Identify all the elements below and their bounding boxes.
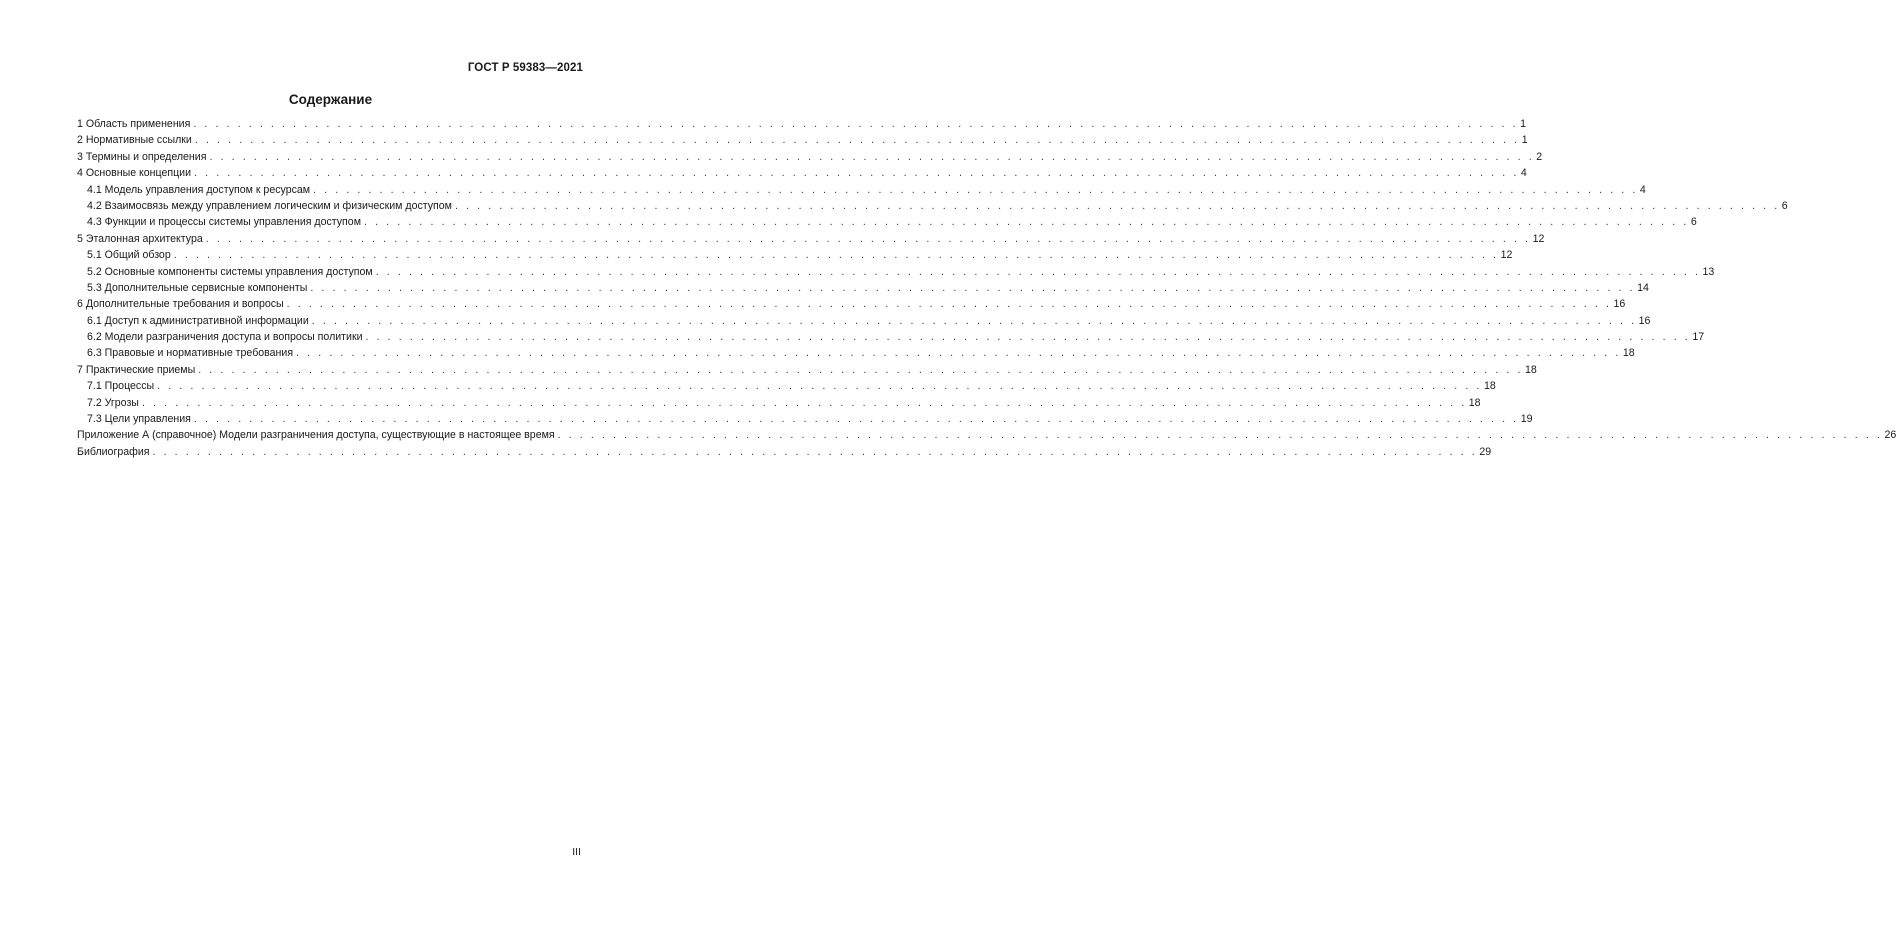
toc-entry <box>77 411 1533 427</box>
toc-dot-leader: . . . . . . . . . . . . . . . . . . . . . . . . . . . . . . . . . . . . . . . . . . . . . . . . . . . . . . . . . . . . . . . . . . . . . . . . . . . . . . . . . . . . . . . . . . . . . . . . . . . . . . . . . . . . . . . . . . . . . . . . <box>173 249 1499 262</box>
toc-entry-page: 16 <box>1638 314 1651 327</box>
toc-entry-page: 6 <box>1781 199 1788 212</box>
toc-dot-leader: . . . . . . . . . . . . . . . . . . . . . . . . . . . . . . . . . . . . . . . . . . . . . . . . . . . . . . . . . . . . . . . . . . . . . . . . . . . . . . . . . . . . . . . . . . . . . . . . . . . . . . . . . . . . . . . . . . . . . . . . <box>311 314 1637 327</box>
toc-dot-leader: . . . . . . . . . . . . . . . . . . . . . . . . . . . . . . . . . . . . . . . . . . . . . . . . . . . . . . . . . . . . . . . . . . . . . . . . . . . . . . . . . . . . . . . . . . . . . . . . . . . . . . . . . . . . . . . . . . . . . . . . <box>375 265 1701 278</box>
toc-entry-page: 6 <box>1690 216 1697 229</box>
toc-entry-page: 12 <box>1532 232 1545 245</box>
toc-entry-title: 2 Нормативные ссылки <box>77 134 192 147</box>
toc-dot-leader: . . . . . . . . . . . . . . . . . . . . . . . . . . . . . . . . . . . . . . . . . . . . . . . . . . . . . . . . . . . . . . . . . . . . . . . . . . . . . . . . . . . . . . . . . . . . . . . . . . . . . . . . . . . . . . . . . . . . . . . . <box>157 380 1482 393</box>
toc-entry-page: 18 <box>1483 380 1496 393</box>
toc-entry-page: 1 <box>1520 118 1527 130</box>
toc-entry-page: 18 <box>1525 363 1537 376</box>
toc-entry-title: 5.3 Дополнительные сервисные компоненты <box>87 281 308 294</box>
toc-dot-leader: . . . . . . . . . . . . . . . . . . . . . . . . . . . . . . . . . . . . . . . . . . . . . . . . . . . . . . . . . . . . . . . . . . . . . . . . . . . . . . . . . . . . . . . . . . . . . . . . . . . . . . . . . . . . . . . . . . . . . . . . <box>194 134 1520 147</box>
toc-entry-title: 4 Основные концепции <box>77 167 192 180</box>
toc-title: Содержание <box>288 92 373 107</box>
toc-entry <box>77 296 1626 312</box>
toc-entry-title: 4.1 Модель управления доступом к ресурсам <box>87 183 311 196</box>
toc-dot-leader: . . . . . . . . . . . . . . . . . . . . . . . . . . . . . . . . . . . . . . . . . . . . . . . . . . . . . . . . . . . . . . . . . . . . . . . . . . . . . . . . . . . . . . . . . . . . . . . . . . . . . . . . . . . . . . . . . . . . . . . . <box>141 396 1467 409</box>
toc-entry <box>77 345 1635 361</box>
toc-entry-title: 6 Дополнительные требования и вопросы <box>77 298 284 311</box>
toc-entry-title: 1 Область применения <box>77 118 191 130</box>
toc-dot-leader: . . . . . . . . . . . . . . . . . . . . . . . . . . . . . . . . . . . . . . . . . . . . . . . . . . . . . . . . . . . . . . . . . . . . . . . . . . . . . . . . . . . . . . . . . . . . . . . . . . . . . . . . . . . . . . . . . . . . . . . . <box>152 445 1478 458</box>
toc-entry-page: 2 <box>1536 150 1543 163</box>
toc-dot-leader: . . . . . . . . . . . . . . . . . . . . . . . . . . . . . . . . . . . . . . . . . . . . . . . . . . . . . . . . . . . . . . . . . . . . . . . . . . . . . . . . . . . . . . . . . . . . . . . . . . . . . . . . . . . . . . . . . . . . . . . . <box>363 216 1689 229</box>
toc-entry <box>77 264 1715 280</box>
toc-dot-leader: . . . . . . . . . . . . . . . . . . . . . . . . . . . . . . . . . . . . . . . . . . . . . . . . . . . . . . . . . . . . . . . . . . . . . . . . . . . . . . . . . . . . . . . . . . . . . . . . . . . . . . . . . . . . . . . . . . . . . . . . <box>193 413 1519 426</box>
table-of-contents <box>77 116 1896 460</box>
toc-dot-leader: . . . . . . . . . . . . . . . . . . . . . . . . . . . . . . . . . . . . . . . . . . . . . . . . . . . . . . . . . . . . . . . . . . . . . . . . . . . . . . . . . . . . . . . . . . . . . . . . . . . . . . . . . . . . . . . . . . . . . . . . <box>194 167 1519 180</box>
toc-entry <box>77 116 1527 132</box>
toc-dot-leader: . . . . . . . . . . . . . . . . . . . . . . . . . . . . . . . . . . . . . . . . . . . . . . . . . . . . . . . . . . . . . . . . . . . . . . . . . . . . . . . . . . . . . . . . . . . . . . . . . . . . . . . . . . . . . . . . . . . . . . . . <box>557 429 1883 442</box>
toc-entry-title: 6.2 Модели разграничения доступа и вопросы политики <box>87 331 363 344</box>
toc-entry-title: 6.3 Правовые и нормативные требования <box>87 347 294 360</box>
toc-entry-page: 1 <box>1521 134 1528 147</box>
toc-dot-leader: . . . . . . . . . . . . . . . . . . . . . . . . . . . . . . . . . . . . . . . . . . . . . . . . . . . . . . . . . . . . . . . . . . . . . . . . . . . . . . . . . . . . . . . . . . . . . . . . . . . . . . . . . . . . . . . . . . . . . . . . <box>313 183 1638 196</box>
toc-entry <box>77 132 1528 148</box>
toc-entry-page: 18 <box>1468 396 1481 409</box>
toc-entry-title: Приложение А (справочное) Модели разграничения доступа, существующие в настоящее время <box>77 429 555 442</box>
toc-entry-title: 3 Термины и определения <box>77 150 207 163</box>
toc-entry-title: 5.1 Общий обзор <box>87 249 171 262</box>
toc-entry-page: 18 <box>1622 347 1635 360</box>
toc-entry-title: 5 Эталонная архитектура <box>77 232 203 245</box>
toc-entry-title: 5.2 Основные компоненты системы управления доступом <box>87 265 373 278</box>
toc-dot-leader: . . . . . . . . . . . . . . . . . . . . . . . . . . . . . . . . . . . . . . . . . . . . . . . . . . . . . . . . . . . . . . . . . . . . . . . . . . . . . . . . . . . . . . . . . . . . . . . . . . . . . . . . . . . . . . . . . . . . . . . . <box>454 199 1780 212</box>
toc-entry <box>77 214 1697 230</box>
toc-entry-page: 13 <box>1702 265 1715 278</box>
toc-entry <box>77 198 1788 214</box>
toc-entry <box>77 329 1705 345</box>
toc-entry-page: 19 <box>1520 413 1533 426</box>
toc-dot-leader: . . . . . . . . . . . . . . . . . . . . . . . . . . . . . . . . . . . . . . . . . . . . . . . . . . . . . . . . . . . . . . . . . . . . . . . . . . . . . . . . . . . . . . . . . . . . . . . . . . . . . . . . . . . . . . . . . . . . . . . . <box>205 232 1531 245</box>
toc-dot-leader: . . . . . . . . . . . . . . . . . . . . . . . . . . . . . . . . . . . . . . . . . . . . . . . . . . . . . . . . . . . . . . . . . . . . . . . . . . . . . . . . . . . . . . . . . . . . . . . . . . . . . . . . . . . . . . . . . . . . . . . . <box>365 331 1691 344</box>
toc-entry-title: 7.3 Цели управления <box>87 413 191 426</box>
toc-dot-leader: . . . . . . . . . . . . . . . . . . . . . . . . . . . . . . . . . . . . . . . . . . . . . . . . . . . . . . . . . . . . . . . . . . . . . . . . . . . . . . . . . . . . . . . . . . . . . . . . . . . . . . . . . . . . . . . . . . . . . . . . <box>193 118 1519 130</box>
toc-entry-title: 7.1 Процессы <box>87 380 155 393</box>
toc-entry <box>77 313 1651 329</box>
toc-entry-title: 4.3 Функции и процессы системы управления доступом <box>87 216 361 229</box>
toc-entry <box>77 182 1646 198</box>
toc-entry <box>77 395 1481 411</box>
document-code: ГОСТ Р 59383—2021 <box>467 62 583 74</box>
toc-entry-title: 7 Практические приемы <box>77 363 196 376</box>
toc-entry <box>77 149 1543 165</box>
toc-dot-leader: . . . . . . . . . . . . . . . . . . . . . . . . . . . . . . . . . . . . . . . . . . . . . . . . . . . . . . . . . . . . . . . . . . . . . . . . . . . . . . . . . . . . . . . . . . . . . . . . . . . . . . . . . . . . . . . . . . . . . . . . <box>286 298 1612 311</box>
toc-entry <box>77 444 1492 460</box>
toc-entry-page: 16 <box>1613 298 1626 311</box>
toc-entry-page: 4 <box>1520 167 1527 180</box>
toc-entry <box>77 362 1537 378</box>
toc-dot-leader: . . . . . . . . . . . . . . . . . . . . . . . . . . . . . . . . . . . . . . . . . . . . . . . . . . . . . . . . . . . . . . . . . . . . . . . . . . . . . . . . . . . . . . . . . . . . . . . . . . . . . . . . . . . . . . . . . . . . . . . . <box>296 347 1621 360</box>
toc-entry-page: 14 <box>1637 281 1649 294</box>
toc-entry-title: 4.2 Взаимосвязь между управлением логическим и физическим доступом <box>87 199 452 212</box>
toc-entry-page: 26 <box>1884 429 1896 442</box>
toc-entry-page: 17 <box>1692 331 1705 344</box>
toc-entry <box>77 280 1649 296</box>
toc-entry <box>77 231 1545 247</box>
toc-entry <box>77 427 1896 443</box>
page-number: III <box>572 846 581 858</box>
toc-entry-title: 7.2 Угрозы <box>87 396 139 409</box>
toc-entry-title: 6.1 Доступ к административной информации <box>87 314 309 327</box>
toc-entry-page: 4 <box>1639 183 1646 196</box>
toc-entry <box>77 378 1496 394</box>
toc-dot-leader: . . . . . . . . . . . . . . . . . . . . . . . . . . . . . . . . . . . . . . . . . . . . . . . . . . . . . . . . . . . . . . . . . . . . . . . . . . . . . . . . . . . . . . . . . . . . . . . . . . . . . . . . . . . . . . . . . . . . . . . . <box>198 363 1524 376</box>
toc-entry-page: 12 <box>1500 249 1513 262</box>
toc-entry-title: Библиография <box>77 445 150 458</box>
toc-dot-leader: . . . . . . . . . . . . . . . . . . . . . . . . . . . . . . . . . . . . . . . . . . . . . . . . . . . . . . . . . . . . . . . . . . . . . . . . . . . . . . . . . . . . . . . . . . . . . . . . . . . . . . . . . . . . . . . . . . . . . . . . <box>310 281 1636 294</box>
toc-dot-leader: . . . . . . . . . . . . . . . . . . . . . . . . . . . . . . . . . . . . . . . . . . . . . . . . . . . . . . . . . . . . . . . . . . . . . . . . . . . . . . . . . . . . . . . . . . . . . . . . . . . . . . . . . . . . . . . . . . . . . . . . <box>209 150 1535 163</box>
toc-entry-page: 29 <box>1479 445 1492 458</box>
toc-entry <box>77 247 1513 263</box>
toc-entry <box>77 165 1527 181</box>
